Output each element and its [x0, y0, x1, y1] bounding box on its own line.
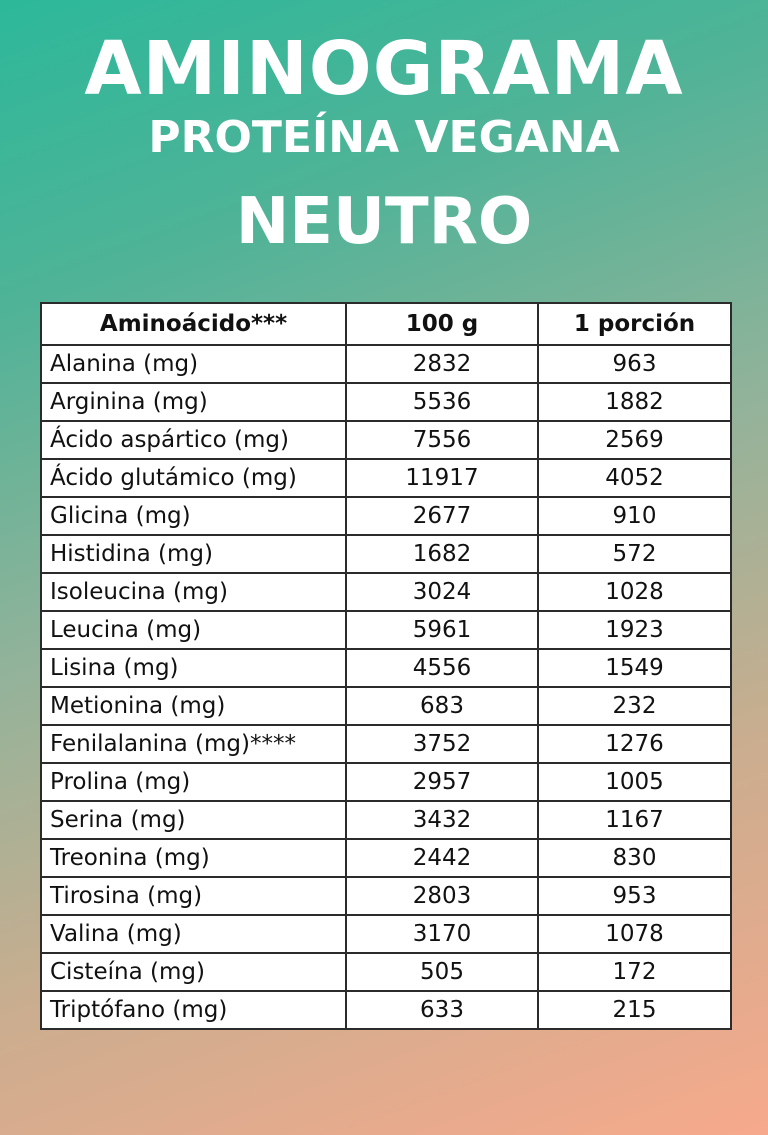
aminoacid-name: Ácido aspártico (mg) [41, 421, 346, 459]
aminoacid-name: Tirosina (mg) [41, 877, 346, 915]
table-row [41, 421, 731, 459]
table-row [41, 839, 731, 877]
value-100g: 2803 [346, 877, 538, 915]
value-portion: 572 [538, 535, 731, 573]
table-row [41, 687, 731, 725]
value-100g: 3170 [346, 915, 538, 953]
column-header-portion: 1 porción [538, 303, 731, 345]
value-portion: 953 [538, 877, 731, 915]
value-100g: 3432 [346, 801, 538, 839]
aminoacid-name: Histidina (mg) [41, 535, 346, 573]
table-row [41, 459, 731, 497]
value-100g: 5961 [346, 611, 538, 649]
aminoacid-name: Ácido glutámico (mg) [41, 459, 346, 497]
value-portion: 1005 [538, 763, 731, 801]
table-row [41, 725, 731, 763]
value-portion: 2569 [538, 421, 731, 459]
table-header-row [41, 303, 731, 345]
value-portion: 1078 [538, 915, 731, 953]
value-100g: 633 [346, 991, 538, 1029]
value-portion: 4052 [538, 459, 731, 497]
aminoacid-name: Arginina (mg) [41, 383, 346, 421]
value-portion: 1923 [538, 611, 731, 649]
value-portion: 963 [538, 345, 731, 383]
aminoacid-name: Prolina (mg) [41, 763, 346, 801]
table-row [41, 801, 731, 839]
value-portion: 172 [538, 953, 731, 991]
table-row [41, 345, 731, 383]
value-portion: 1028 [538, 573, 731, 611]
value-100g: 4556 [346, 649, 538, 687]
value-portion: 232 [538, 687, 731, 725]
aminoacid-name: Alanina (mg) [41, 345, 346, 383]
value-100g: 2832 [346, 345, 538, 383]
value-portion: 910 [538, 497, 731, 535]
value-100g: 3024 [346, 573, 538, 611]
value-100g: 1682 [346, 535, 538, 573]
aminoacid-name: Cisteína (mg) [41, 953, 346, 991]
aminoacid-name: Glicina (mg) [41, 497, 346, 535]
table-row [41, 535, 731, 573]
value-portion: 1549 [538, 649, 731, 687]
value-100g: 7556 [346, 421, 538, 459]
aminoacid-name: Metionina (mg) [41, 687, 346, 725]
table-row [41, 649, 731, 687]
aminoacid-name: Leucina (mg) [41, 611, 346, 649]
value-100g: 11917 [346, 459, 538, 497]
value-portion: 215 [538, 991, 731, 1029]
column-header-100g: 100 g [346, 303, 538, 345]
value-portion: 1276 [538, 725, 731, 763]
table-row [41, 497, 731, 535]
table-row [41, 953, 731, 991]
flavor-label: NEUTRO [235, 185, 533, 259]
value-portion: 1882 [538, 383, 731, 421]
value-portion: 1167 [538, 801, 731, 839]
value-portion: 830 [538, 839, 731, 877]
aminoacid-name: Serina (mg) [41, 801, 346, 839]
aminoacid-name: Triptófano (mg) [41, 991, 346, 1029]
aminogram-table-container [40, 302, 730, 1030]
aminoacid-name: Lisina (mg) [41, 649, 346, 687]
table-row [41, 915, 731, 953]
value-100g: 505 [346, 953, 538, 991]
table-row [41, 991, 731, 1029]
page-subtitle: PROTEÍNA VEGANA [148, 112, 620, 163]
table-row [41, 611, 731, 649]
value-100g: 3752 [346, 725, 538, 763]
aminoacid-name: Valina (mg) [41, 915, 346, 953]
aminoacid-name: Fenilalanina (mg)**** [41, 725, 346, 763]
table-row [41, 383, 731, 421]
table-row [41, 573, 731, 611]
value-100g: 2677 [346, 497, 538, 535]
value-100g: 2957 [346, 763, 538, 801]
page-title: AMINOGRAMA [84, 26, 684, 112]
value-100g: 683 [346, 687, 538, 725]
aminogram-table [40, 302, 732, 1030]
value-100g: 5536 [346, 383, 538, 421]
table-row [41, 877, 731, 915]
value-100g: 2442 [346, 839, 538, 877]
table-row [41, 763, 731, 801]
aminoacid-name: Treonina (mg) [41, 839, 346, 877]
aminoacid-name: Isoleucina (mg) [41, 573, 346, 611]
column-header-aminoacid: Aminoácido*** [41, 303, 346, 345]
